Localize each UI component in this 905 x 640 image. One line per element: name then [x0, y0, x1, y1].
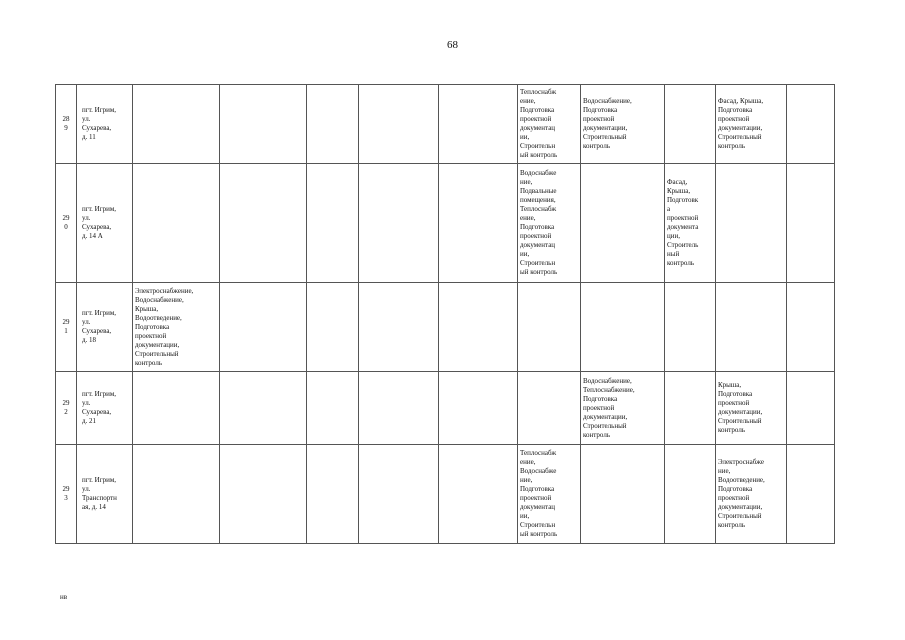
work-type-text: Водоснабжение, Подготовка проектной документации, Строительный контроль [583, 97, 632, 150]
work-type-cell [716, 445, 787, 544]
work-type-cell [787, 164, 835, 283]
work-type-cell [665, 445, 716, 544]
work-type-cell [518, 283, 581, 372]
work-type-cell [220, 445, 307, 544]
row-number-cell [56, 372, 77, 445]
work-type-cell [581, 164, 665, 283]
work-type-cell [518, 445, 581, 544]
table-body [56, 85, 835, 544]
work-type-cell [307, 372, 359, 445]
address-cell [77, 85, 133, 164]
work-type-cell [665, 283, 716, 372]
work-type-text: Электроснабже ние, Водоотведение, Подготовка проектной документации, Строительный контроль [718, 458, 765, 529]
table-row [56, 372, 835, 445]
work-type-text: Теплоснабж ение, Подготовка проектной документац ии, Строительн ый контроль [520, 88, 558, 159]
work-type-cell [220, 85, 307, 164]
address-text: пгт. Игрим, ул. Сухарева, д. 21 [82, 390, 117, 425]
work-type-cell [518, 164, 581, 283]
address-cell [77, 372, 133, 445]
work-type-cell [439, 372, 518, 445]
work-type-cell [359, 164, 439, 283]
work-type-cell [359, 445, 439, 544]
work-type-text: Фасад, Крыша, Подготовка проектной документации, Строительный контроль [718, 97, 764, 150]
work-type-cell [359, 283, 439, 372]
work-type-text: Электроснабжение, Водоснабжение, Крыша, Водоотведение, Подготовка проектной документации, Строительный контроль [135, 286, 194, 367]
work-type-cell [220, 372, 307, 445]
page-number: 68 [447, 39, 458, 51]
work-type-cell [787, 283, 835, 372]
table-row [56, 445, 835, 544]
table-row [56, 85, 835, 164]
work-type-cell [133, 372, 220, 445]
work-type-cell [307, 85, 359, 164]
row-number-cell [56, 164, 77, 283]
row-number: 29 3 [62, 485, 70, 502]
work-type-cell [581, 85, 665, 164]
work-type-cell [518, 85, 581, 164]
work-type-text: Водоснабже ние, Подвальные помещения, Теплоснабж ение, Подготовка проектной документац ии, Строительн ый контроль [520, 169, 558, 276]
work-type-cell [439, 445, 518, 544]
work-type-cell [581, 372, 665, 445]
work-type-cell [133, 445, 220, 544]
row-number: 29 2 [62, 399, 70, 416]
work-type-cell [581, 283, 665, 372]
work-type-cell [307, 283, 359, 372]
work-type-cell [307, 445, 359, 544]
address-text: пгт. Игрим, ул. Транспортн ая, д. 14 [82, 476, 117, 511]
work-type-text: Фасад, Крыша, Подготовк а проектной документа ции, Строитель ный контроль [667, 178, 699, 267]
row-number-cell [56, 445, 77, 544]
work-type-cell [787, 85, 835, 164]
work-type-text: Теплоснабж ение, Водоснабже ние, Подготовка проектной документац ии, Строительн ый контроль [520, 449, 558, 538]
work-type-cell [359, 85, 439, 164]
capital-repair-table [55, 84, 835, 544]
work-type-cell [787, 372, 835, 445]
row-number: 29 0 [62, 214, 70, 231]
work-type-cell [307, 164, 359, 283]
row-number: 29 1 [62, 318, 70, 335]
row-number-cell [56, 85, 77, 164]
work-type-cell [220, 283, 307, 372]
work-type-cell [133, 85, 220, 164]
footer-mark: нв [60, 593, 68, 601]
work-type-text: Водоснабжение, Теплоснабжение, Подготовка проектной документации, Строительный контроль [583, 376, 635, 439]
work-type-cell [787, 445, 835, 544]
work-type-cell [133, 164, 220, 283]
work-type-cell [581, 445, 665, 544]
work-type-cell [439, 283, 518, 372]
address-cell [77, 164, 133, 283]
work-type-cell [518, 372, 581, 445]
work-type-text: Крыша, Подготовка проектной документации, Строительный контроль [718, 381, 763, 434]
table-row [56, 283, 835, 372]
work-type-cell [439, 164, 518, 283]
address-cell [77, 445, 133, 544]
work-type-cell [716, 85, 787, 164]
address-text: пгт. Игрим, ул. Сухарева, д. 14 А [82, 205, 117, 240]
work-type-cell [716, 372, 787, 445]
table-row [56, 164, 835, 283]
work-type-cell [716, 283, 787, 372]
work-type-cell [220, 164, 307, 283]
work-type-cell [665, 85, 716, 164]
row-number: 28 9 [62, 115, 70, 132]
work-type-cell [133, 283, 220, 372]
work-type-cell [359, 372, 439, 445]
row-number-cell [56, 283, 77, 372]
work-type-cell [716, 164, 787, 283]
address-text: пгт. Игрим, ул. Сухарева, д. 11 [82, 106, 117, 141]
address-text: пгт. Игрим, ул. Сухарева, д. 18 [82, 309, 117, 344]
address-cell [77, 283, 133, 372]
work-type-cell [439, 85, 518, 164]
work-type-cell [665, 164, 716, 283]
work-type-cell [665, 372, 716, 445]
